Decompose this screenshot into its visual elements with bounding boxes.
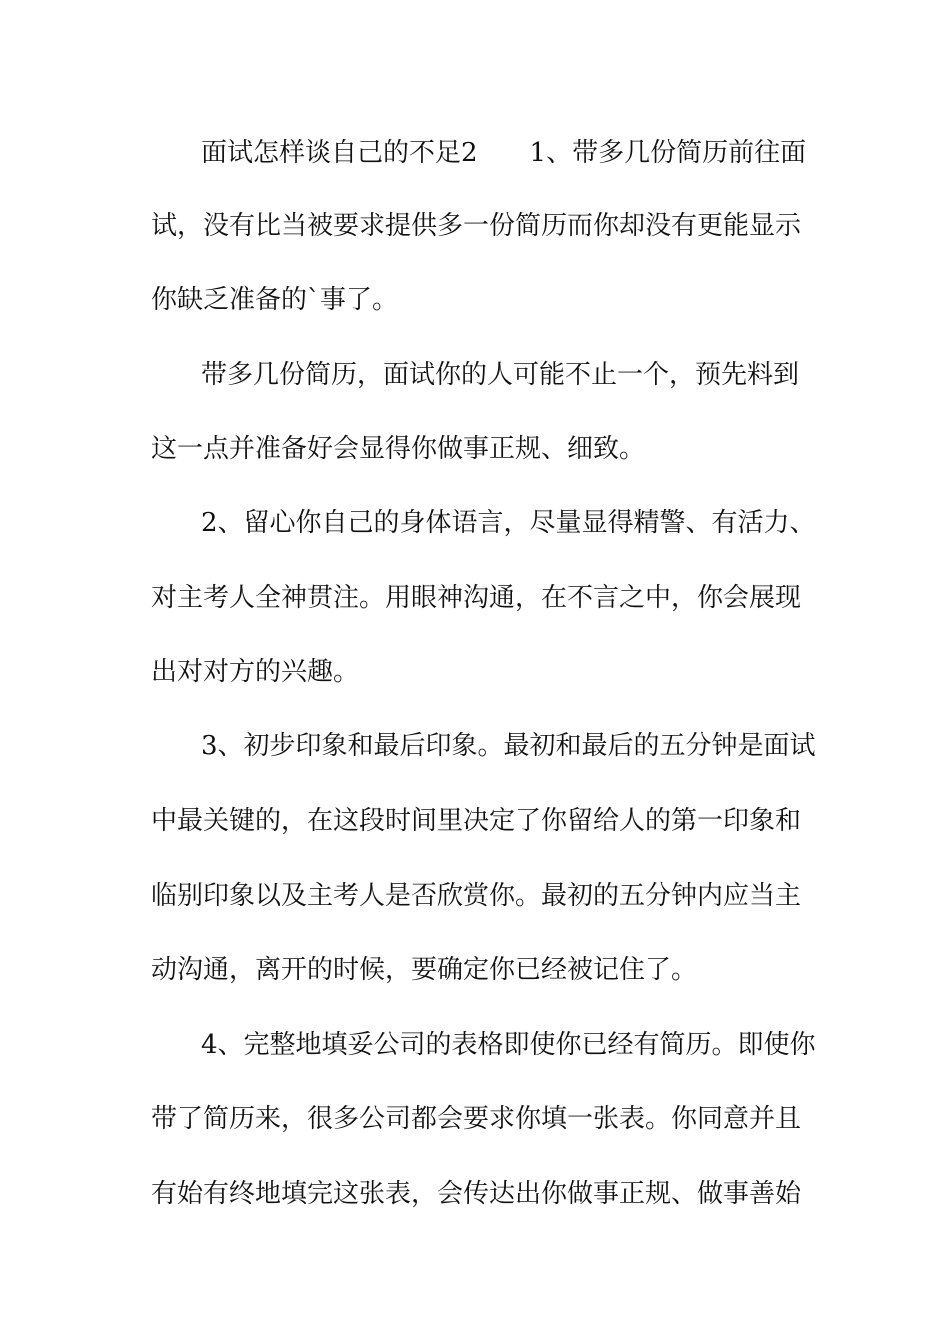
paragraph-4-line-3: 临别印象以及主考人是否欣赏你。最初的五分钟内应当主 xyxy=(151,881,802,911)
paragraph-5-line-3: 有始有终地填完这张表，会传达出你做事正规、做事善始 xyxy=(151,1179,802,1209)
paragraph-5-line-2: 带了简历来，很多公司都会要求你填一张表。你同意并且 xyxy=(151,1104,802,1134)
paragraph-3-line-2: 对主考人全神贯注。用眼神沟通，在不言之中，你会展现 xyxy=(151,583,802,613)
paragraph-1-line-1: 面试怎样谈自己的不足2 1、带多几份简历前往面 xyxy=(201,138,807,168)
paragraph-4-line-4: 动沟通，离开的时候，要确定你已经被记住了。 xyxy=(151,955,698,985)
paragraph-4-line-2: 中最关键的，在这段时间里决定了你留给人的第一印象和 xyxy=(151,806,802,836)
paragraph-2-line-2: 这一点并准备好会显得你做事正规、细致。 xyxy=(151,434,646,464)
paragraph-2-line-1: 带多几份简历，面试你的人可能不止一个，预先料到 xyxy=(201,360,800,390)
paragraph-1-line-2: 试，没有比当被要求提供多一份简历而你却没有更能显示 xyxy=(151,211,802,241)
paragraph-1-line-3: 你缺乏准备的`事了。 xyxy=(151,285,399,315)
paragraph-5-line-1: 4、完整地填妥公司的表格即使你已经有简历。即使你 xyxy=(201,1030,816,1060)
paragraph-4-line-1: 3、初步印象和最后印象。最初和最后的五分钟是面试 xyxy=(201,731,816,761)
paragraph-3-line-3: 出对对方的兴趣。 xyxy=(151,657,360,687)
paragraph-3-line-1: 2、留心你自己的身体语言，尽量显得精警、有活力、 xyxy=(201,508,816,538)
